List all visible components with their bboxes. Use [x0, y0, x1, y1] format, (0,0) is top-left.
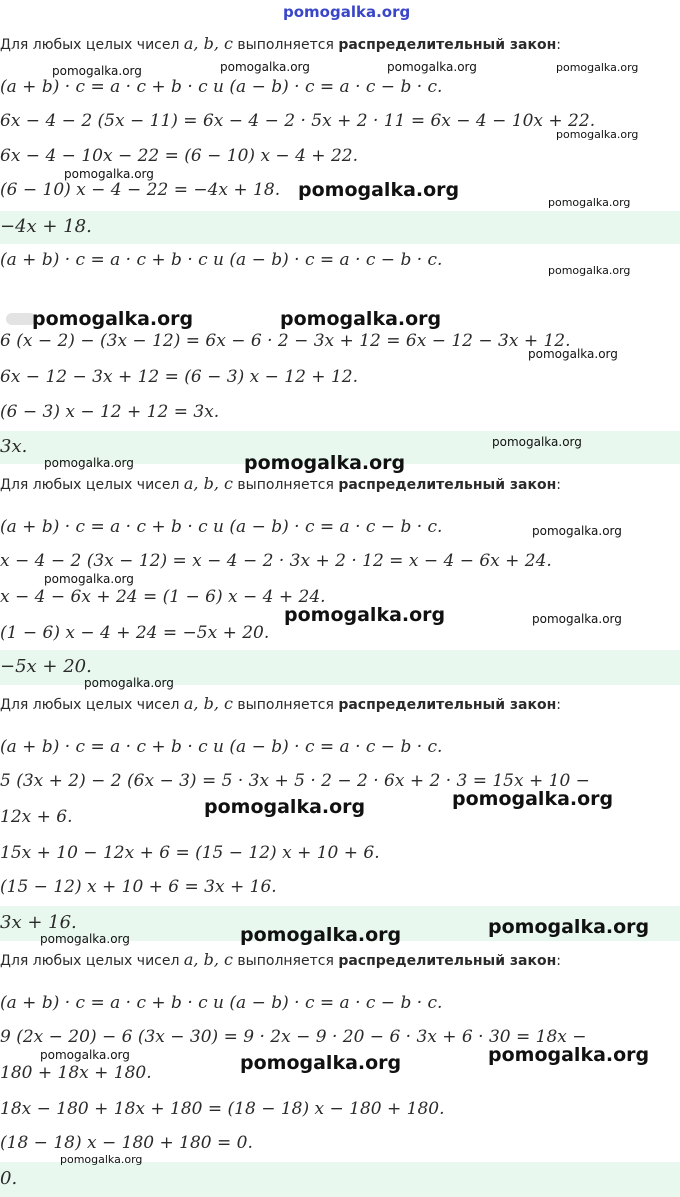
step-line: 180 + 18x + 180. [0, 1063, 152, 1083]
watermark: pomogalka.org [44, 456, 134, 470]
watermark: pomogalka.org [240, 924, 402, 946]
watermark: pomogalka.org [52, 64, 142, 78]
watermark: pomogalka.org [452, 788, 614, 810]
step-line: x − 4 − 2 (3x − 12) = x − 4 − 2 · 3x + 2 · 12 = x − 4 − 6x + 24. [0, 551, 552, 571]
step-line: (6 − 3) x − 12 + 12 = 3x. [0, 402, 220, 422]
watermark: pomogalka.org [60, 1153, 143, 1166]
step-line: 6 (x − 2) − (3x − 12) = 6x − 6 · 2 − 3x + 12 = 6x − 12 − 3x + 12. [0, 331, 571, 351]
watermark: pomogalka.org [556, 128, 639, 141]
watermark: pomogalka.org [244, 452, 406, 474]
watermark: pomogalka.org [488, 1044, 650, 1066]
answer-box: −4x + 18. [0, 211, 680, 244]
watermark: pomogalka.org [44, 572, 134, 586]
law-statement: Для любых целых чисел a, b, c выполняется распределительный закон: [0, 950, 561, 969]
law-formula: (a + b) · c = a · c + b · c и (a − b) · c = a · c − b · c. [0, 517, 443, 537]
law-statement: Для любых целых чисел a, b, c выполняется распределительный закон: [0, 34, 561, 53]
watermark: pomogalka.org [284, 604, 446, 626]
watermark: pomogalka.org [488, 916, 650, 938]
step-line: (1 − 6) x − 4 + 24 = −5x + 20. [0, 623, 270, 643]
watermark: pomogalka.org [298, 179, 460, 201]
law-formula: (a + b) · c = a · c + b · c и (a − b) · c = a · c − b · c. [0, 737, 443, 757]
watermark: pomogalka.org [528, 347, 618, 361]
step-line: (6 − 10) x − 4 − 22 = −4x + 18. [0, 180, 281, 200]
watermark: pomogalka.org [40, 932, 130, 946]
watermark: pomogalka.org [492, 435, 582, 449]
law-statement: Для любых целых чисел a, b, c выполняется распределительный закон: [0, 694, 561, 713]
law-formula: (a + b) · c = a · c + b · c и (a − b) · c = a · c − b · c. [0, 77, 443, 97]
law-formula: (a + b) · c = a · c + b · c и (a − b) · c = a · c − b · c. [0, 993, 443, 1013]
step-line: (15 − 12) x + 10 + 6 = 3x + 16. [0, 877, 277, 897]
step-line: 6x − 12 − 3x + 12 = (6 − 3) x − 12 + 12. [0, 367, 358, 387]
answer-box: −5x + 20. [0, 650, 680, 685]
watermark: pomogalka.org [64, 167, 154, 181]
watermark: pomogalka.org [548, 196, 631, 209]
step-line: (18 − 18) x − 180 + 180 = 0. [0, 1133, 253, 1153]
law-formula: (a + b) · c = a · c + b · c и (a − b) · c = a · c − b · c. [0, 250, 443, 270]
step-line: 5 (3x + 2) − 2 (6x − 3) = 5 · 3x + 5 · 2 − 2 · 6x + 2 · 3 = 15x + 10 − [0, 771, 590, 791]
watermark: pomogalka.org [556, 61, 639, 74]
step-line: 18x − 180 + 18x + 180 = (18 − 18) x − 180 + 180. [0, 1099, 445, 1119]
answer-box: 3x. [0, 431, 680, 464]
watermark: pomogalka.org [220, 60, 310, 74]
step-line: 6x − 4 − 10x − 22 = (6 − 10) x − 4 + 22. [0, 146, 358, 166]
watermark: pomogalka.org [32, 308, 194, 330]
step-line: 6x − 4 − 2 (5x − 11) = 6x − 4 − 2 · 5x + 2 · 11 = 6x − 4 − 10x + 22. [0, 111, 596, 131]
watermark: pomogalka.org [40, 1048, 130, 1062]
answer-box: 3x + 16. [0, 906, 680, 941]
watermark: pomogalka.org [387, 60, 477, 74]
step-line: x − 4 − 6x + 24 = (1 − 6) x − 4 + 24. [0, 587, 326, 607]
watermark: pomogalka.org [532, 524, 622, 538]
site-header[interactable]: pomogalka.org [283, 3, 411, 21]
step-line: 9 (2x − 20) − 6 (3x − 30) = 9 · 2x − 9 · 20 − 6 · 3x + 6 · 30 = 18x − [0, 1027, 587, 1047]
watermark: pomogalka.org [532, 612, 622, 626]
answer-box: 0. [0, 1162, 680, 1197]
step-line: 15x + 10 − 12x + 6 = (15 − 12) x + 10 + 6. [0, 843, 380, 863]
watermark: pomogalka.org [240, 1052, 402, 1074]
watermark: pomogalka.org [204, 796, 366, 818]
watermark: pomogalka.org [548, 264, 631, 277]
step-line: 12x + 6. [0, 807, 73, 827]
watermark: pomogalka.org [84, 676, 174, 690]
watermark: pomogalka.org [280, 308, 442, 330]
law-statement: Для любых целых чисел a, b, c выполняется распределительный закон: [0, 474, 561, 493]
